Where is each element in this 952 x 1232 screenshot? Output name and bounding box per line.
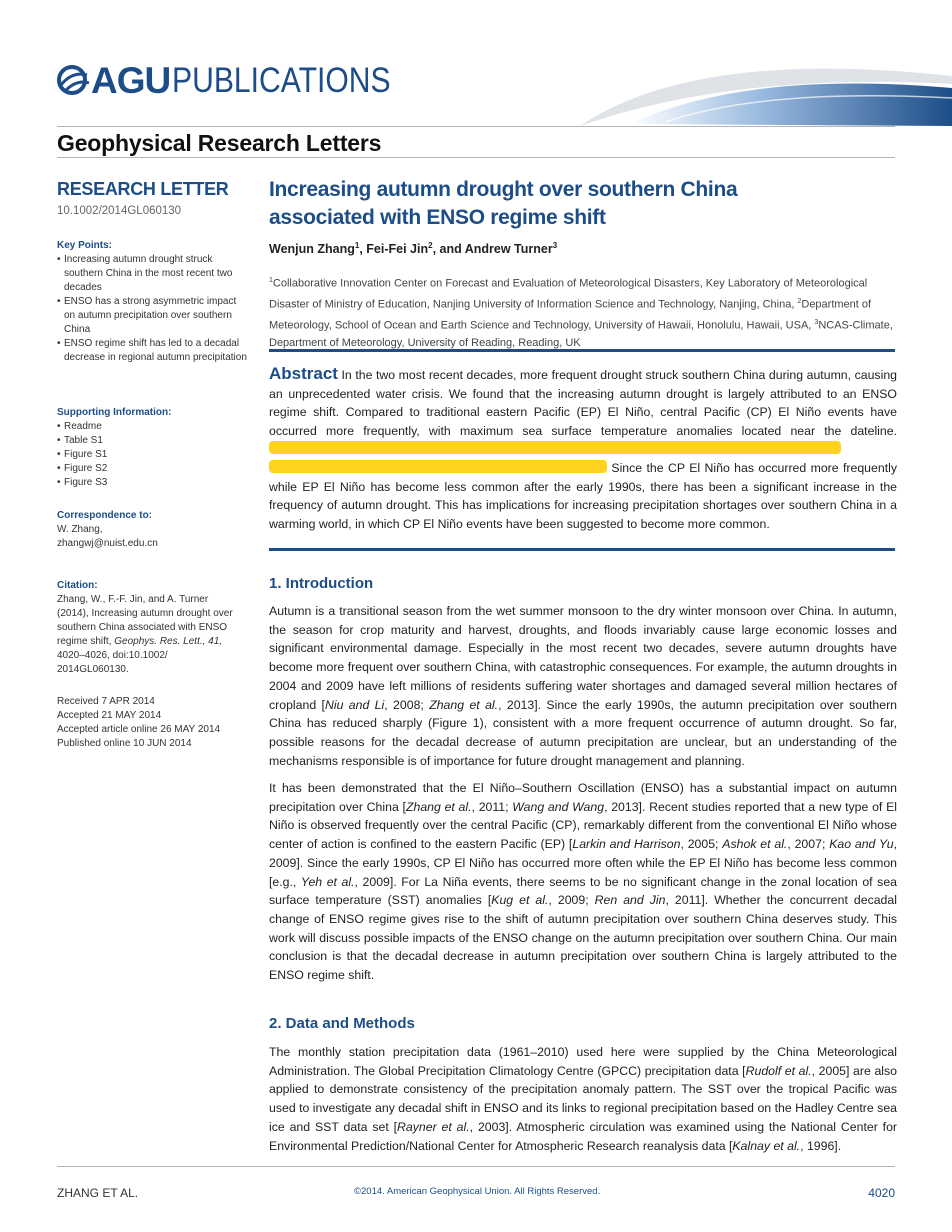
logo-publications-text: PUBLICATIONS: [172, 60, 391, 100]
date-published: Published online 10 JUN 2014: [57, 738, 192, 749]
affiliations: $^1$Collaborative Innovation Center on Forecast and Evaluation of Meteorological Disasters, Key Laboratory of Meteorological Disaster of Ministry of Education, Nanjing University of Information Science and Technology, Nanjing, China, $^2$Department of Meteorology, School of Ocean and Earth Science and Technology, University of Hawaii, Honolulu, Hawaii, USA, $^3$NCAS-Climate, Department of Meteorology, University of Reading, Reading, UK: [269, 277, 893, 350]
article-title: Increasing autumn drought over southern China associated with ENSO regime shift: [269, 178, 738, 229]
author-list: Wenjun Zhang$^1$, Fei-Fei Jin$^2$, and Andrew Turner$^3$: [269, 241, 558, 257]
footer-rule: [57, 1166, 895, 1167]
agu-globe-icon: [57, 65, 91, 95]
date-received: Received 7 APR 2014: [57, 696, 155, 707]
supporting-info-section: [57, 406, 247, 490]
date-accepted: Accepted 21 MAY 2014: [57, 710, 162, 721]
abstract-label: Abstract: [269, 364, 338, 383]
highlight-redaction: [269, 441, 841, 454]
abstract-rule-bottom: [269, 548, 895, 551]
intro-paragraph-1: Autumn is a transitional season from the wet summer monsoon to the dry winter monsoon over China. In autumn, the season for crop maturity and harvest, droughts, and floods invariably cause large economic losses and significant environmental damage. Especially in the most recent two decades, severe autumn droughts have become more frequent over southern China, with catastrophic consequences. For example, the autumn droughts in 2004 and 2009 have left millions of residents suffering water shortages and damaged several million hectares of cropland [Niu and Li, 2008; Zhang et al., 2013]. Since the early 1990s, the autumn precipitation over southern China has reduced sharply (Figure 1), consistent with a more frequent occurrence of autumn drought. So far, possible reasons for the decadal decrease of autumn precipitation are unclear, but an understanding of the mechanisms responsible is of importance for future drought management and planning.: [269, 604, 898, 768]
header-rule-bottom: [57, 157, 895, 158]
journal-title: Geophysical Research Letters: [57, 130, 382, 156]
citation-text: Zhang, W., F.-F. Jin, and A. Turner (2014), Increasing autumn drought over southern China associated with ENSO regime shift, Geophys. Res. Lett., 41, 4020–4026, doi:10.1002/ 2014GL060130.: [57, 594, 233, 675]
supporting-item-readme[interactable]: • Readme: [57, 420, 247, 434]
citation-section: [57, 579, 242, 677]
header-rule-top: [57, 126, 895, 127]
dates-section: [57, 695, 247, 751]
logo-agu-text: AGU: [91, 59, 171, 101]
globe-banner-graphic: [575, 58, 952, 128]
correspondence-email[interactable]: zhangwj@nuist.edu.cn: [57, 538, 158, 549]
article-type-label: RESEARCH LETTER: [57, 179, 229, 199]
author-name: Wenjun Zhang: [269, 242, 355, 257]
agu-publications-logo: [57, 58, 426, 102]
author-name: Andrew Turner: [464, 242, 553, 257]
supporting-item-table-s1[interactable]: • Table S1: [57, 434, 247, 448]
abstract-text: In the two most recent decades, more frequent drought struck southern China during autumn, causing an unprecedented water crisis. We found that the increasing autumn drought is largely attributed to an ENSO regime shift. Compared to traditional eastern Pacific (EP) El Niño, central Pacific (CP) El Niño events have occurred more frequently, with maximum sea surface temperature anomalies located near the dateline.: [269, 368, 897, 438]
highlight-redaction: [269, 460, 607, 473]
key-point-item: • ENSO regime shift has led to a decadal decrease in regional autumn precipitation: [57, 337, 247, 365]
footer-copyright: ©2014. American Geophysical Union. All Rights Reserved.: [354, 1186, 601, 1197]
section-heading-data-methods: 2. Data and Methods: [269, 1015, 415, 1032]
key-point-item: • ENSO has a strong asymmetric impact on autumn precipitation over southern China: [57, 295, 247, 337]
author-name: Fei-Fei Jin: [366, 242, 429, 257]
correspondence-name: W. Zhang,: [57, 524, 103, 535]
key-points-section: [57, 239, 247, 365]
date-accepted-online: Accepted article online 26 MAY 2014: [57, 724, 221, 735]
footer-authors: ZHANG ET AL.: [57, 1186, 139, 1200]
correspondence-heading: Correspondence to:: [57, 510, 153, 521]
key-points-heading: Key Points:: [57, 240, 113, 251]
data-methods-paragraph-1: The monthly station precipitation data (1961–2010) used here were supplied by the China Meteorological Administration. The Global Precipitation Climatology Centre (GPCC) precipitation data [Rudolf et al., 2005] are also applied to demonstrate consistency of the precipitation anomaly pattern. The SST over the tropical Pacific was used to investigate any decadal shift in ENSO and its links to regional precipitation based on the Hadley Centre sea ice and SST data set [Rayner et al., 2003]. Atmospheric circulation was examined using the National Center for Environmental Prediction/National Center for Atmospheric Research reanalysis data [Kalnay et al., 1996].: [269, 1045, 898, 1153]
abstract-text: Since the CP El Niño has occurred more frequently while EP El Niño has become less common after the early 1990s, there has been a significant increase in the frequency of autumn drought. This has implications for increasing precipitation shortages over southern China in a warming world, in which CP El Niño events have been suggested to become more common.: [269, 460, 897, 531]
abstract-rule-top: [269, 349, 895, 352]
article-doi[interactable]: 10.1002/2014GL060130: [57, 205, 182, 217]
citation-heading: Citation:: [57, 580, 98, 591]
supporting-item-figure-s1[interactable]: • Figure S1: [57, 448, 247, 462]
correspondence-section: [57, 509, 247, 551]
intro-paragraph-2: It has been demonstrated that the El Niño–Southern Oscillation (ENSO) has a substantial impact on autumn precipitation over China [Zhang et al., 2011; Wang and Wang, 2013]. Recent studies reported that a new type of El Niño is observed frequently over the central Pacific (CP), remarkably different from the conventional El Niño whose center of action is confined to the eastern Pacific (EP) [Larkin and Harrison, 2005; Ashok et al., 2007; Kao and Yu, 2009]. Since the early 1990s, CP El Niño has occurred more often while the EP El Niño has become less common [e.g., Yeh et al., 2009]. For La Niña events, there seems to be no significant change in the zonal location of sea surface temperature (SST) anomalies [Kug et al., 2009; Ren and Jin, 2011]. Whether the concurrent decadal change of ENSO regime gives rise to the shift of autumn precipitation over southern China deserves study. This work will discuss possible impacts of the ENSO change on the autumn precipitation over southern China. Our main conclusion is that the decadal decrease in autumn precipitation over southern China is largely attributed to the ENSO regime shift.: [269, 781, 898, 983]
footer-page-number: 4020: [868, 1186, 895, 1200]
key-point-item: • Increasing autumn drought struck southern China in the most recent two decades: [57, 253, 247, 295]
supporting-item-figure-s2[interactable]: • Figure S2: [57, 462, 247, 476]
section-heading-introduction: 1. Introduction: [269, 575, 374, 592]
supporting-item-figure-s3[interactable]: • Figure S3: [57, 476, 247, 490]
abstract: [269, 365, 897, 533]
supporting-info-heading: Supporting Information:: [57, 407, 172, 418]
